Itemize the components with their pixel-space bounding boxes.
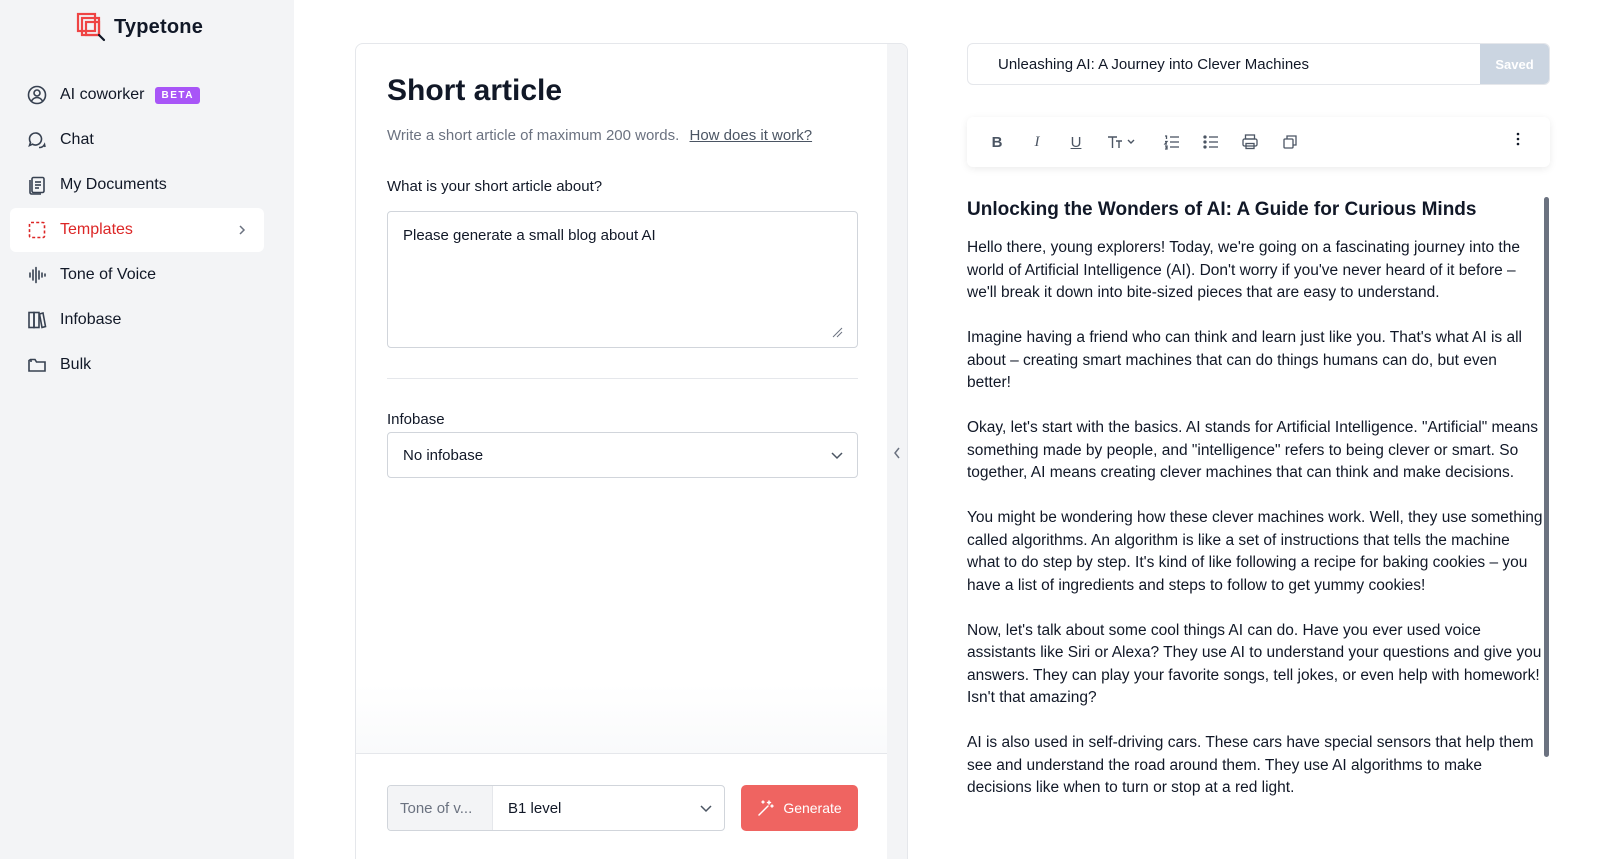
books-icon — [26, 309, 48, 331]
sidebar-item-ai-coworker[interactable] — [10, 73, 264, 117]
saved-button[interactable]: Saved — [1480, 44, 1549, 84]
tone-of-voice-select[interactable] — [493, 786, 724, 830]
app-logo[interactable] — [76, 12, 203, 42]
document-title-bar — [967, 43, 1550, 85]
form-subtitle: Write a short article of maximum 200 words. — [387, 127, 680, 144]
infobase-selected-value: No infobase — [403, 446, 484, 464]
sidebar-item-label: My Documents — [60, 176, 167, 193]
more-vertical-icon[interactable] — [1508, 129, 1528, 149]
generate-button[interactable] — [741, 785, 858, 831]
sidebar-item-label: Templates — [60, 221, 133, 238]
infobase-select[interactable] — [387, 432, 858, 478]
chat-icon — [26, 129, 48, 151]
infobase-field-label: Infobase — [387, 411, 445, 428]
collapse-panel-button[interactable] — [889, 444, 905, 462]
editor-toolbar — [967, 117, 1550, 167]
chevron-right-icon — [236, 224, 248, 236]
form-divider — [387, 378, 858, 379]
documents-icon — [26, 174, 48, 196]
form-fade — [356, 684, 889, 754]
sidebar-item-infobase[interactable] — [10, 298, 264, 342]
sidebar-item-chat[interactable] — [10, 118, 264, 162]
tone-of-voice-select-group — [387, 785, 725, 831]
folder-icon — [26, 354, 48, 376]
form-footer — [356, 753, 889, 859]
sidebar-item-label: AI coworker — [60, 86, 145, 103]
sidebar-item-label: Infobase — [60, 311, 122, 328]
beta-badge: BETA — [155, 87, 199, 104]
document-heading: Unlocking the Wonders of AI: A Guide for Curious Minds — [967, 199, 1477, 220]
about-field-label: What is your short article about? — [387, 178, 603, 195]
form-description — [387, 127, 812, 144]
generate-label: Generate — [783, 800, 842, 816]
app-name: Typetone — [114, 15, 204, 38]
ordered-list-icon[interactable] — [1162, 132, 1182, 152]
document-editor[interactable] — [967, 197, 1545, 859]
typetone-logo-icon — [76, 12, 106, 42]
how-it-works-link[interactable]: How does it work? — [689, 127, 813, 144]
magic-wand-icon — [757, 799, 775, 817]
resize-handle-icon[interactable] — [831, 326, 843, 338]
document-paragraph: Imagine having a friend who can think and learn just like you. That's what AI is all about – creating smart machines that can do things humans can do, but even better! — [967, 329, 1522, 391]
text-size-icon[interactable] — [1105, 132, 1141, 152]
article-topic-input[interactable] — [387, 211, 858, 348]
document-paragraph: You might be wondering how these clever machines work. Well, they use something called algorithms. An algorithm is like a set of instructions that tells the machine what to do step by step. It's kind of like following a recipe for baking cookies – you have a list of ingredients and steps to follow to get yummy cookies! — [967, 509, 1543, 594]
sidebar-item-label: Bulk — [60, 356, 92, 373]
chevron-left-icon — [892, 446, 902, 460]
templates-icon — [26, 219, 48, 241]
sidebar-item-tone-of-voice[interactable] — [10, 253, 264, 297]
copy-icon[interactable] — [1280, 132, 1300, 152]
sidebar-nav — [10, 73, 264, 388]
sidebar-item-label: Tone of Voice — [60, 266, 157, 283]
italic-icon[interactable]: I — [1034, 133, 1040, 150]
document-paragraph: AI is also used in self-driving cars. These cars have special sensors that help them see and understand the road around them. They use AI algorithms to make decisions like when to turn or stop at a red light. — [967, 734, 1534, 796]
tone-selected-value: B1 level — [508, 799, 562, 817]
soundwave-icon — [26, 264, 48, 286]
document-paragraph: Okay, let's start with the basics. AI stands for Artificial Intelligence. "Artificial" means something made by people, and "intelligence" refers to being clever or smart. So together, AI means creating clever machines that can think and make decisions. — [967, 419, 1539, 481]
chevron-down-icon — [698, 800, 714, 816]
chevron-down-icon — [829, 447, 845, 463]
tone-of-voice-label: Tone of v... — [388, 786, 493, 830]
page-title: Short article — [387, 74, 563, 107]
bullet-list-icon[interactable] — [1201, 132, 1221, 152]
bold-icon[interactable]: B — [991, 133, 1003, 151]
ai-coworker-icon — [26, 84, 48, 106]
sidebar — [0, 0, 294, 859]
underline-icon[interactable]: U — [1070, 133, 1082, 151]
print-icon[interactable] — [1240, 132, 1260, 152]
sidebar-item-bulk[interactable] — [10, 343, 264, 387]
document-paragraph: Hello there, young explorers! Today, we're going on a fascinating journey into the world of Artificial Intelligence (AI). Don't worry if you've never heard of it before – we'll break it down into bite-sized pieces that are easy to understand. — [967, 239, 1520, 301]
editor-scrollbar[interactable] — [1544, 197, 1549, 757]
template-form-panel — [355, 43, 908, 859]
document-paragraph: Now, let's talk about some cool things AI can do. Have you ever used voice assistants like Siri or Alexa? They use AI to understand your questions and give you answers. They can play your favorite songs, tell jokes, or even help with homework! Isn't that amazing? — [967, 621, 1542, 706]
sidebar-item-label: Chat — [60, 131, 94, 148]
sidebar-item-my-documents[interactable] — [10, 163, 264, 207]
document-title-input[interactable] — [968, 44, 1480, 84]
sidebar-item-templates[interactable] — [10, 208, 264, 252]
